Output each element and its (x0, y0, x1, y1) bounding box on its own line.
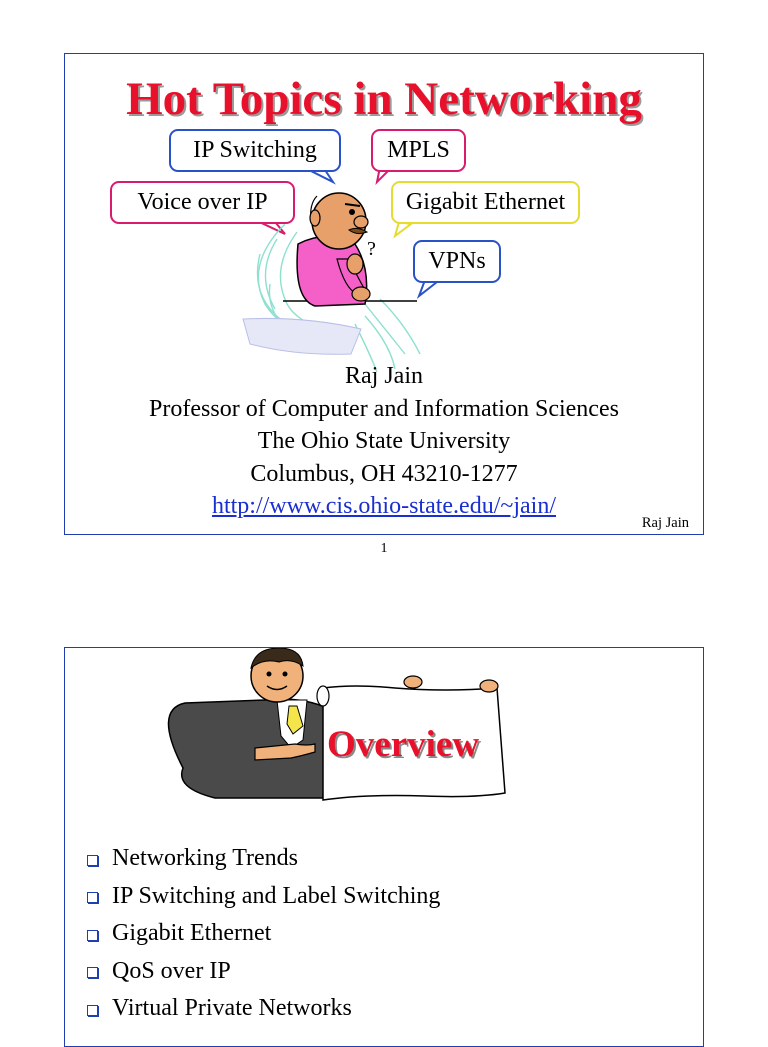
bubble-vpns: VPNs (413, 240, 501, 283)
author-address: Columbus, OH 43210-1277 (250, 460, 518, 487)
checkbox-bullet-icon (87, 967, 98, 978)
author-university: The Ohio State University (257, 428, 511, 454)
homepage-link[interactable]: http://www.cis.ohio-state.edu/~jain/ (211, 493, 557, 519)
page-number: 1 (380, 541, 388, 556)
slide-title: Hot Topics in Networking (126, 73, 642, 125)
list-item: IP Switching and Label Switching (87, 878, 440, 916)
question-mark: ? (367, 238, 376, 260)
list-item: Networking Trends (87, 840, 440, 878)
bubble-voice-over-ip: Voice over IP (110, 181, 295, 224)
slide-footer: Raj Jain (641, 515, 689, 531)
author-position: Professor of Computer and Information Sciences (149, 395, 619, 422)
bubble-gigabit-ethernet: Gigabit Ethernet (391, 181, 580, 224)
overview-bullet-list (87, 840, 440, 1028)
slide-hot-topics (64, 53, 704, 535)
author-block (65, 360, 703, 523)
checkbox-bullet-icon (87, 855, 98, 866)
slide-overview (64, 647, 704, 1047)
bubble-mpls: MPLS (371, 129, 466, 172)
list-item: Gigabit Ethernet (87, 915, 440, 953)
list-item: QoS over IP (87, 953, 440, 991)
bubble-ip-switching: IP Switching (169, 129, 341, 172)
overview-title: Overview (327, 724, 480, 765)
checkbox-bullet-icon (87, 1005, 98, 1016)
author-name: Raj Jain (345, 363, 423, 389)
checkbox-bullet-icon (87, 930, 98, 941)
checkbox-bullet-icon (87, 892, 98, 903)
list-item: Virtual Private Networks (87, 990, 440, 1028)
